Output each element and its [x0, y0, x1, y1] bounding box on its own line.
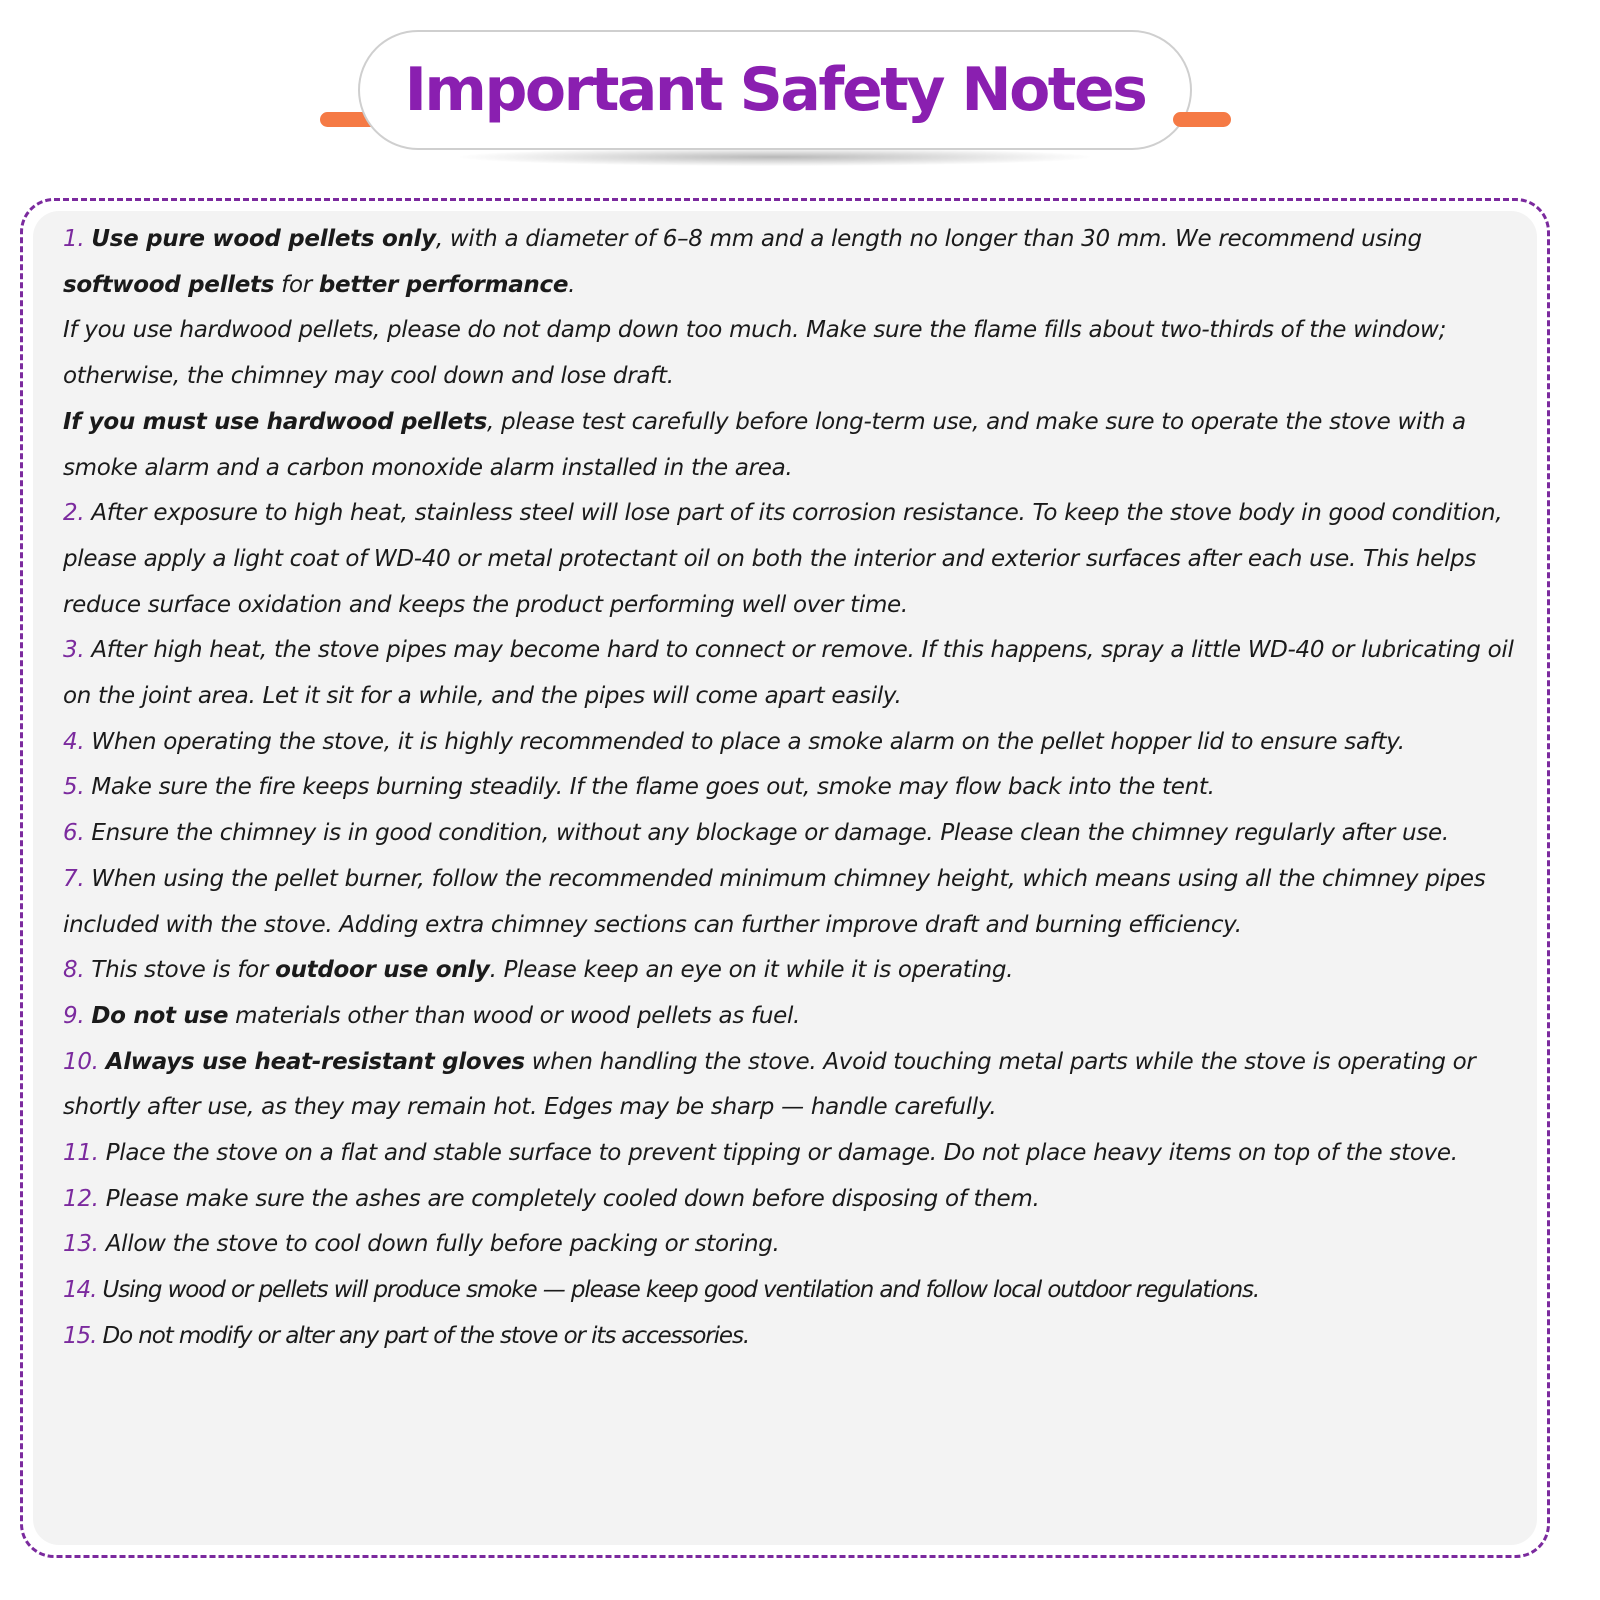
note-text: After exposure to high heat, stainless steel will lose part of its corrosion resistance. To keep the stove body in good condition, please apply a light coat of WD-40 or metal protectant oil on both the interior and exterior surfaces after each use. This helps reduce surface oxidation and keeps the product performing well over time.: [63, 500, 1503, 618]
page-title: Important Safety Notes: [404, 55, 1146, 125]
note-text: Using wood or pellets will produce smoke — please keep good ventilation and follow local outdoor regulations.: [102, 1277, 1260, 1304]
title-pill: [358, 30, 1192, 150]
note-text: Ensure the chimney is in good condition, without any blockage or damage. Please clean the chimney regularly after use.: [91, 820, 1449, 847]
note-bold-text: Always use heat-resistant gloves: [105, 1048, 525, 1075]
safety-notes-panel: [20, 198, 1550, 1558]
note-bold-text: softwood pellets: [63, 271, 275, 298]
safety-notes-list: [63, 217, 1523, 1360]
note-number: 1.: [63, 226, 85, 252]
title-banner: [310, 30, 1290, 180]
note-1: [63, 217, 1523, 308]
note-bold-text: Do not use: [91, 1002, 229, 1029]
note-text: Please make sure the ashes are completely cooled down before disposing of them.: [105, 1185, 1040, 1212]
note-15: [63, 1314, 1523, 1360]
note-text: Place the stove on a flat and stable surface to prevent tipping or damage. Do not place heavy items on top of the stove.: [105, 1140, 1458, 1167]
note-text: After high heat, the stove pipes may become hard to connect or remove. If this happens, spray a little WD-40 or lubricating oil on the joint area. Let it sit for a while, and the pipes will come apart easily.: [63, 637, 1514, 710]
right-accent-dash: [1173, 112, 1231, 127]
note-number: 12.: [63, 1185, 99, 1212]
note-number: 2.: [63, 500, 85, 527]
note-14: [63, 1268, 1523, 1314]
note-text: materials other than wood or wood pellets as fuel.: [228, 1002, 801, 1029]
note-bold-text: If you must use hardwood pellets: [63, 408, 487, 435]
note-bold-text: better performance: [318, 271, 569, 298]
note-13: [63, 1222, 1523, 1268]
note-text: Make sure the fire keeps burning steadily. If the flame goes out, smoke may flow back into the tent.: [91, 774, 1215, 801]
note-text: , please test carefully before long-term use, and make sure to operate the stove with a smoke alarm and a carbon monoxide alarm installed in the area.: [63, 408, 1466, 481]
note-number: 7.: [63, 865, 85, 892]
note-number: 8.: [63, 957, 85, 984]
note-3: [63, 628, 1523, 719]
note-text: If you use hardwood pellets, please do not damp down too much. Make sure the flame fills about two-thirds of the window; otherwise, the chimney may cool down and lose draft.: [63, 317, 1447, 390]
note-9: [63, 994, 1523, 1040]
note-10: [63, 1040, 1523, 1131]
note-text: Allow the stove to cool down fully before packing or storing.: [105, 1231, 780, 1258]
note-number: 15.: [63, 1322, 97, 1349]
note-number: 14.: [63, 1277, 97, 1304]
note-4: [63, 720, 1523, 766]
note-text: when handling the stove. Avoid touching metal parts while the stove is operating or shortly after use, as they may remain hot. Edges may be sharp — handle carefully.: [63, 1048, 1476, 1121]
note-12: [63, 1177, 1523, 1223]
note-text: When using the pellet burner, follow the recommended minimum chimney height, which means using all the chimney pipes included with the stove. Adding extra chimney sections can further improve draft and burning efficiency.: [63, 865, 1486, 938]
note-number: 9.: [63, 1002, 85, 1029]
note-number: 11.: [63, 1140, 99, 1167]
title-shadow: [460, 148, 1090, 166]
note-text: , with a diameter of 6–8 mm and a length no longer than 30 mm. We recommend using: [435, 226, 1422, 252]
note-5: [63, 765, 1523, 811]
note-number: 6.: [63, 820, 85, 847]
note-text: Do not modify or alter any part of the stove or its accessories.: [102, 1322, 750, 1349]
note-1-hardwood-warning: [63, 400, 1523, 491]
note-text: When operating the stove, it is highly recommended to place a smoke alarm on the pellet hopper lid to ensure safty.: [91, 728, 1405, 755]
note-1-hardwood-paragraph: [63, 308, 1523, 399]
note-number: 5.: [63, 774, 85, 801]
note-number: 4.: [63, 728, 85, 755]
note-number: 3.: [63, 637, 85, 664]
note-text: . Please keep an eye on it while it is operating.: [489, 957, 1014, 984]
note-text: .: [568, 271, 576, 298]
note-text: for: [274, 271, 319, 298]
note-2: [63, 491, 1523, 628]
note-text: This stove is for: [91, 957, 276, 984]
note-8: [63, 948, 1523, 994]
note-number: 13.: [63, 1231, 99, 1258]
note-7: [63, 857, 1523, 948]
note-bold-text: outdoor use only: [275, 957, 490, 984]
note-6: [63, 811, 1523, 857]
note-11: [63, 1131, 1523, 1177]
note-bold-text: Use pure wood pellets only: [91, 226, 436, 252]
note-number: 10.: [63, 1048, 99, 1075]
